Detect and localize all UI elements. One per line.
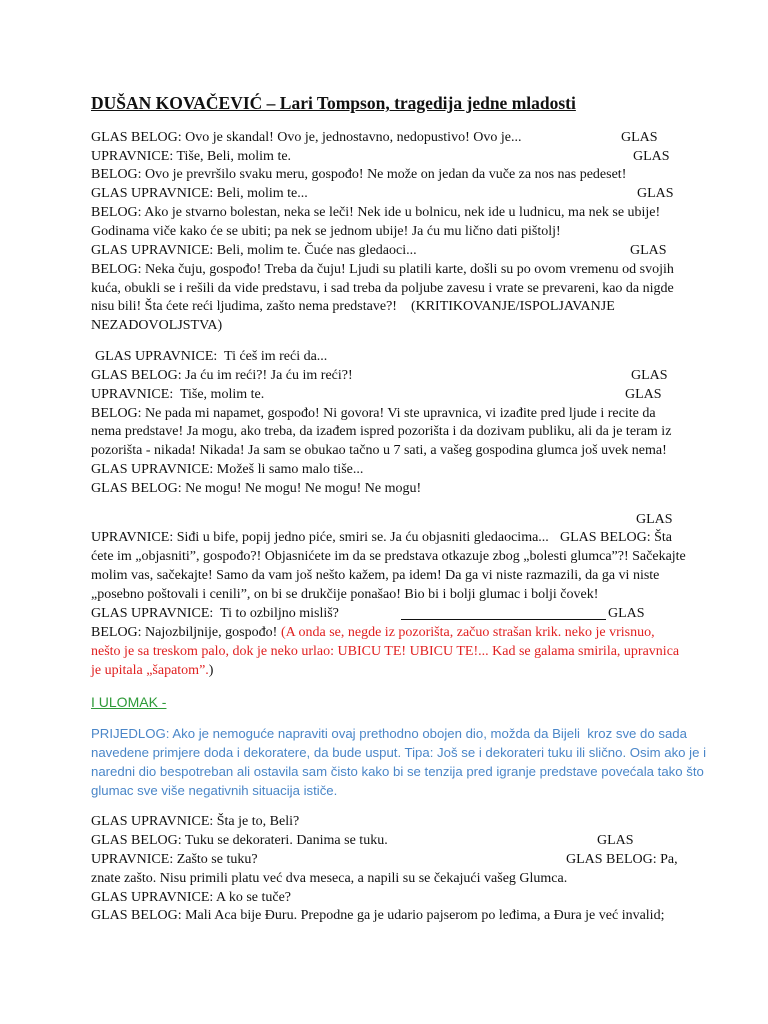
suggestion-text: PRIJEDLOG: Ako je nemoguće napraviti ovaj prethodno obojen dio, možda da Bijeli kroz sve do sada bbox=[91, 726, 687, 741]
closing-paren: ) bbox=[208, 663, 214, 678]
stage-direction-text: je upitala „šapatom”. bbox=[91, 663, 209, 678]
text-line: Godinama viče kako će se ubiti; pa nek se jednom ubije! Ja ću mu lično dati pištolj! bbox=[91, 224, 561, 239]
text-line: GLAS bbox=[631, 368, 668, 383]
text-line: GLAS bbox=[636, 512, 673, 527]
text-line: GLAS bbox=[621, 130, 658, 145]
document-title: DUŠAN KOVAČEVIĆ – Lari Tompson, tragedija jedne mladosti bbox=[91, 93, 576, 113]
text-line: GLAS BELOG: Ovo je skandal! Ovo je, jednostavno, nedopustivo! Ovo je... bbox=[91, 130, 522, 145]
text-line: GLAS UPRAVNICE: Ti to ozbiljno misliš? bbox=[91, 606, 339, 621]
suggestion-text: naredni dio bespotreban ali ostavila sam čisto kako bi se tenzija pred igranje predstave povećala tako što bbox=[91, 764, 704, 779]
text-line: pozorišta - nikada! Nikada! Ja sam se obukao tačno u 7 sati, a vašeg gospodina glumca još uvek nema! bbox=[91, 443, 667, 458]
text-line: GLAS BELOG: Ja ću im reći?! Ja ću im reći?! bbox=[91, 368, 353, 383]
text-line: GLAS bbox=[608, 606, 645, 621]
text-line: molim vas, sačekajte! Samo da vam još nešto kažem, pa idem! Da ga vi niste razmazili, da ga vi niste bbox=[91, 568, 660, 583]
text-line: GLAS UPRAVNICE: Šta je to, Beli? bbox=[91, 814, 300, 829]
text-line: BELOG: Ako je stvarno bolestan, neka se leči! Nek ide u bolnicu, nek ide u ludnicu, ma nek se ubije! bbox=[91, 205, 661, 220]
text-line: GLAS BELOG: Tuku se dekorateri. Danima se tuku. bbox=[91, 833, 388, 848]
text-line: GLAS bbox=[597, 833, 634, 848]
text-line: GLAS bbox=[637, 186, 674, 201]
text-line: UPRAVNICE: Siđi u bife, popij jedno piće, smiri se. Ja ću objasniti gledaocima... bbox=[91, 530, 549, 545]
text-line: GLAS UPRAVNICE: Beli, molim te... bbox=[91, 186, 308, 201]
text-line: GLAS BELOG: Ne mogu! Ne mogu! Ne mogu! Ne mogu! bbox=[91, 481, 422, 496]
text-line: GLAS BELOG: Šta bbox=[560, 530, 672, 545]
text-line: NEZADOVOLJSTVA) bbox=[91, 318, 223, 333]
section-heading: I ULOMAK - bbox=[91, 694, 167, 710]
text-line bbox=[91, 662, 213, 680]
text-line: kuća, obukli se i rešili da vide predstavu, i sad treba da poljube zavesu i vrate se prevareni, kao da nigde bbox=[91, 281, 674, 296]
text-line: BELOG: Neka čuju, gospođo! Treba da čuju! Ljudi su platili karte, došli su po ovom vremenu od svojih bbox=[91, 262, 674, 277]
text-line: GLAS bbox=[625, 387, 662, 402]
text-line: GLAS BELOG: Mali Aca bije Đuru. Prepodne ga je udario pajserom po leđima, a Đura je već invalid; bbox=[91, 908, 665, 923]
text-line: BELOG: Ne pada mi napamet, gospođo! Ni govora! Vi ste upravnica, vi izađite pred ljude i recite da bbox=[91, 406, 656, 421]
text-line: GLAS UPRAVNICE: A ko se tuče? bbox=[91, 890, 292, 905]
answer-blank-line bbox=[401, 605, 606, 620]
text-line: „posebno poštovali i cenili”, on bi se drukčije ponašao! Bio bi i bolji glumac i bolji čovek! bbox=[91, 587, 599, 602]
text-line: GLAS bbox=[630, 243, 667, 258]
text-line: nema predstave! Ja mogu, ako treba, da izađem ispred pozorišta i da dozivam publiku, ali da je teram iz bbox=[91, 424, 672, 439]
text-line: UPRAVNICE: Tiše, molim te. bbox=[91, 387, 265, 402]
suggestion-text: glumac sve više negativnih situacija ističe. bbox=[91, 783, 338, 798]
suggestion-text: navedene primjere doda i dekoratere, da bude usput. Tipa: Još se i dekorateri tuku ili slično. Osim ako je i bbox=[91, 745, 707, 760]
text-line: UPRAVNICE: Zašto se tuku? bbox=[91, 852, 258, 867]
text-line: ćete im „objasniti”, gospođo?! Objasnićete im da se predstava otkazuje zbog „bolesti glumca”?! Sačekajte bbox=[91, 549, 686, 564]
text-line: GLAS BELOG: Pa, bbox=[566, 852, 678, 867]
text-line: GLAS UPRAVNICE: Ti ćeš im reći da... bbox=[95, 349, 328, 364]
text-line: znate zašto. Nisu primili platu već dva meseca, a napili su se čekajući vašeg Glumca. bbox=[91, 871, 568, 886]
text-line: BELOG: Ovo je prevršilo svaku meru, gospođo! Ne može on jedan da vuče za nos nas pedeset! bbox=[91, 167, 627, 182]
text-line: nisu bili! Šta ćete reći ljudima, zašto nema predstave?! (KRITIKOVANJE/ISPOLJAVANJE bbox=[91, 299, 615, 314]
text-line: GLAS UPRAVNICE: Beli, molim te. Čuće nas gledaoci... bbox=[91, 243, 417, 258]
text-line: GLAS UPRAVNICE: Možeš li samo malo tiše... bbox=[91, 462, 364, 477]
stage-direction-text: nešto je sa treskom palo, dok je neko urlao: UBICU TE! UBICU TE!... Kad se galama smirila, upravnica bbox=[91, 644, 680, 659]
text-line: UPRAVNICE: Tiše, Beli, molim te. bbox=[91, 149, 292, 164]
text-line: GLAS bbox=[633, 149, 670, 164]
stage-direction-text: (A onda se, negde iz pozorišta, začuo strašan krik. neko je vrisnuo, bbox=[281, 625, 655, 640]
text-line: BELOG: Najozbiljnije, gospođo! bbox=[91, 625, 278, 640]
